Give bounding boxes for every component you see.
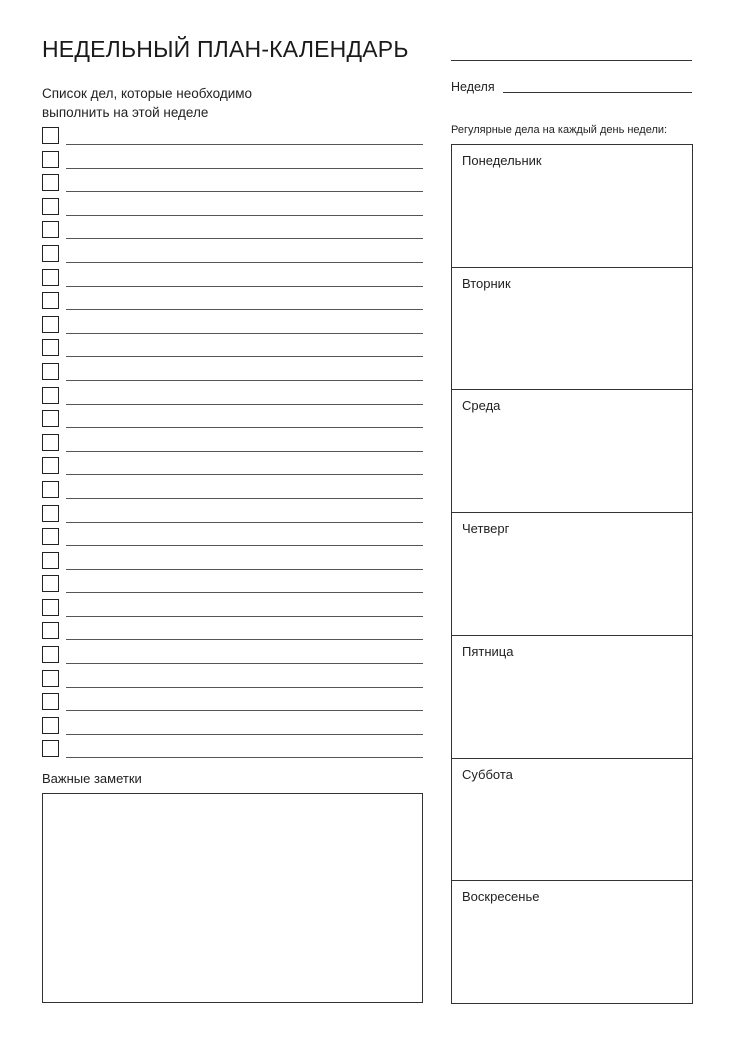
- todo-checkbox[interactable]: [42, 481, 59, 498]
- todo-row: [42, 621, 423, 645]
- day-label: Воскресенье: [462, 889, 540, 905]
- todo-input-line[interactable]: [66, 144, 423, 145]
- todo-input-line[interactable]: [66, 191, 423, 192]
- todo-input-line[interactable]: [66, 356, 423, 357]
- regular-tasks-heading: Регулярные дела на каждый день недели:: [451, 124, 668, 136]
- todo-input-line[interactable]: [66, 215, 423, 216]
- day-label: Понедельник: [462, 153, 542, 168]
- todo-checkbox[interactable]: [42, 622, 59, 639]
- todo-checkbox[interactable]: [42, 528, 59, 545]
- todo-row: [42, 480, 423, 504]
- todo-input-line[interactable]: [66, 333, 423, 334]
- todo-checkbox[interactable]: [42, 269, 59, 286]
- todo-input-line[interactable]: [66, 474, 423, 475]
- todo-input-line[interactable]: [66, 451, 423, 452]
- day-label: Среда: [462, 398, 501, 414]
- todo-checkbox[interactable]: [42, 693, 59, 710]
- todo-checkbox[interactable]: [42, 198, 59, 215]
- todo-checkbox[interactable]: [42, 505, 59, 522]
- todo-checkbox[interactable]: [42, 717, 59, 734]
- todo-checkbox[interactable]: [42, 575, 59, 592]
- todo-row: [42, 739, 423, 763]
- todo-row: [42, 692, 423, 716]
- todo-checkbox[interactable]: [42, 221, 59, 238]
- todo-row: [42, 220, 423, 244]
- day-label: Вторник: [462, 275, 511, 291]
- todo-checkbox[interactable]: [42, 363, 59, 380]
- todo-checkbox[interactable]: [42, 339, 59, 356]
- todo-checkbox[interactable]: [42, 410, 59, 427]
- todo-row: [42, 291, 423, 315]
- todo-checkbox[interactable]: [42, 316, 59, 333]
- todo-row: [42, 150, 423, 174]
- day-label: Четверг: [462, 521, 510, 537]
- todo-input-line[interactable]: [66, 663, 423, 664]
- todo-checkbox[interactable]: [42, 646, 59, 663]
- todo-input-line[interactable]: [66, 262, 423, 263]
- todo-input-line[interactable]: [66, 710, 423, 711]
- todo-row: [42, 126, 423, 150]
- todo-input-line[interactable]: [66, 569, 423, 570]
- todo-input-line[interactable]: [66, 734, 423, 735]
- todo-heading-line1: Список дел, которые необходимо: [42, 86, 253, 101]
- todo-input-line[interactable]: [66, 545, 423, 546]
- todo-row: [42, 386, 423, 410]
- day-cell[interactable]: [452, 512, 692, 635]
- day-cell[interactable]: [452, 758, 692, 881]
- todo-row: [42, 244, 423, 268]
- todo-input-line[interactable]: [66, 427, 423, 428]
- todo-checkbox[interactable]: [42, 740, 59, 757]
- todo-row: [42, 716, 423, 740]
- day-cell[interactable]: [452, 389, 692, 512]
- todo-input-line[interactable]: [66, 380, 423, 381]
- day-cell[interactable]: [452, 145, 692, 267]
- todo-row: [42, 504, 423, 528]
- todo-checkbox[interactable]: [42, 127, 59, 144]
- todo-input-line[interactable]: [66, 309, 423, 310]
- todo-input-line[interactable]: [66, 522, 423, 523]
- todo-row: [42, 456, 423, 480]
- todo-checkbox[interactable]: [42, 174, 59, 191]
- todo-input-line[interactable]: [66, 592, 423, 593]
- todo-input-line[interactable]: [66, 639, 423, 640]
- todo-checkbox[interactable]: [42, 245, 59, 262]
- notes-box[interactable]: [42, 793, 423, 1003]
- todo-row: [42, 551, 423, 575]
- todo-row: [42, 527, 423, 551]
- todo-checkbox[interactable]: [42, 670, 59, 687]
- todo-input-line[interactable]: [66, 616, 423, 617]
- todo-row: [42, 362, 423, 386]
- todo-input-line[interactable]: [66, 687, 423, 688]
- todo-row: [42, 173, 423, 197]
- todo-row: [42, 338, 423, 362]
- todo-row: [42, 598, 423, 622]
- todo-row: [42, 669, 423, 693]
- weekday-grid: [451, 144, 693, 1004]
- todo-input-line[interactable]: [66, 238, 423, 239]
- todo-checkbox[interactable]: [42, 292, 59, 309]
- todo-row: [42, 197, 423, 221]
- todo-checkbox[interactable]: [42, 599, 59, 616]
- todo-checkbox[interactable]: [42, 387, 59, 404]
- todo-row: [42, 574, 423, 598]
- day-cell[interactable]: [452, 267, 692, 390]
- todo-heading: [42, 84, 342, 122]
- page-title: НЕДЕЛЬНЫЙ ПЛАН-КАЛЕНДАРЬ: [42, 36, 409, 62]
- todo-list: [42, 126, 423, 763]
- week-label: Неделя: [451, 80, 495, 94]
- title-underline[interactable]: [451, 60, 692, 61]
- todo-checkbox[interactable]: [42, 151, 59, 168]
- todo-row: [42, 409, 423, 433]
- day-cell[interactable]: [452, 880, 692, 1003]
- todo-input-line[interactable]: [66, 404, 423, 405]
- day-label: Пятница: [462, 643, 514, 659]
- week-input-line[interactable]: [503, 92, 692, 93]
- day-cell[interactable]: [452, 635, 692, 758]
- day-label: Суббота: [462, 766, 513, 782]
- todo-row: [42, 268, 423, 292]
- todo-row: [42, 315, 423, 339]
- todo-input-line[interactable]: [66, 286, 423, 287]
- todo-row: [42, 645, 423, 669]
- todo-row: [42, 433, 423, 457]
- todo-checkbox[interactable]: [42, 457, 59, 474]
- todo-checkbox[interactable]: [42, 434, 59, 451]
- todo-input-line[interactable]: [66, 168, 423, 169]
- todo-heading-line2: выполнить на этой неделе: [42, 105, 209, 120]
- todo-checkbox[interactable]: [42, 552, 59, 569]
- notes-heading: Важные заметки: [42, 771, 142, 786]
- todo-input-line[interactable]: [66, 498, 423, 499]
- todo-input-line[interactable]: [66, 757, 423, 758]
